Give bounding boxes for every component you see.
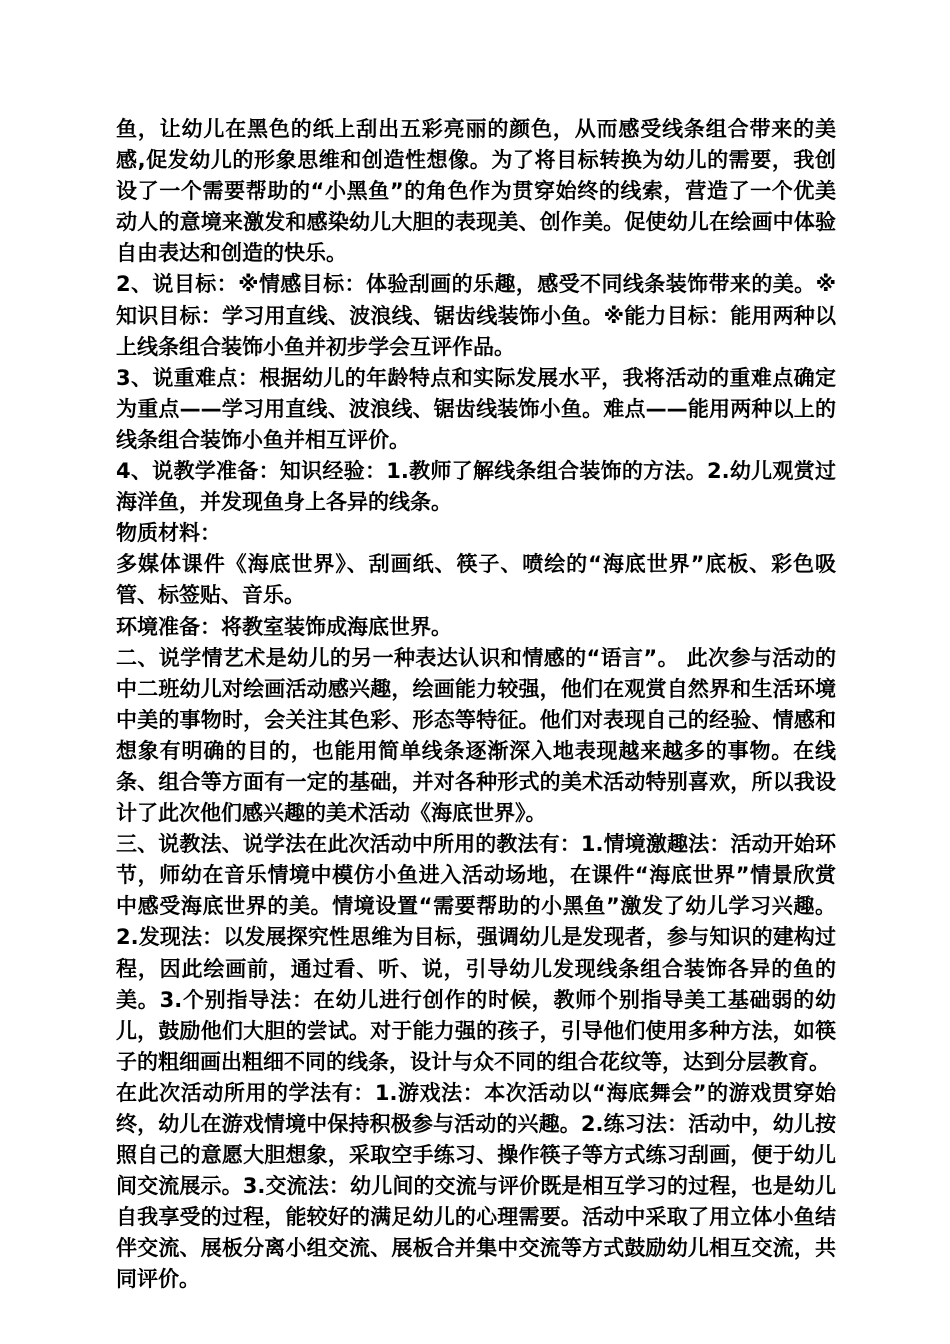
document-body: [116, 114, 836, 1296]
paragraph-materials-heading: 物质材料：: [116, 521, 221, 546]
paragraph-key-points: 3、说重难点：根据幼儿的年龄特点和实际发展水平，我将活动的重难点确定为重点——学习用直线、波浪线、锯齿线装饰小鱼。难点——能用两种以上的线条组合装饰小鱼并相互评价。: [116, 365, 836, 452]
paragraph-materials-list: 多媒体课件《海底世界》、刮画纸、筷子、喷绘的“海底世界”底板、彩色吸管、标签贴、音乐。: [116, 552, 836, 608]
paragraph-teaching-methods: 三、说教法、说学法在此次活动中所用的教法有：1.情境激趣法：活动开始环节，师幼在音乐情境中模仿小鱼进入活动场地，在课件“海底世界”情景欣赏中感受海底世界的美。情境设置“需要帮助的小黑鱼”激发了幼儿学习兴趣。2.发现法：以发展探究性思维为目标，强调幼儿是发现者，参与知识的建构过程，因此绘画前，通过看、听、说，引导幼儿发现线条组合装饰各异的鱼的美。3.个别指导法：在幼儿进行创作的时候，教师个别指导美工基础弱的幼儿，鼓励他们大胆的尝试。对于能力强的孩子，引导他们使用多种方法，如筷子的粗细画出粗细不同的线条，设计与众不同的组合花纹等，达到分层教育。: [116, 832, 836, 1074]
paragraph-learner-analysis: 二、说学情艺术是幼儿的另一种表达认识和情感的“语言”。 此次参与活动的中二班幼儿对绘画活动感兴趣，绘画能力较强，他们在观赏自然界和生活环境中美的事物时，会关注其色彩、形态等特征。他们对表现自己的经验、情感和想象有明确的目的，也能用简单线条逐渐深入地表现越来越多的事物。在线条、组合等方面有一定的基础，并对各种形式的美术活动特别喜欢，所以我设计了此次他们感兴趣的美术活动《海底世界》。: [116, 645, 836, 826]
paragraph-objectives: 2、说目标：※情感目标：体验刮画的乐趣，感受不同线条装饰带来的美。※知识目标：学习用直线、波浪线、锯齿线装饰小鱼。※能力目标：能用两种以上线条组合装饰小鱼并初步学会互评作品。: [116, 272, 836, 359]
paragraph-intro-continuation: 鱼，让幼儿在黑色的纸上刮出五彩亮丽的颜色，从而感受线条组合带来的美感,促发幼儿的形象思维和创造性想像。为了将目标转换为幼儿的需要，我创设了一个需要帮助的“小黑鱼”的角色作为贯穿始终的线索，营造了一个优美动人的意境来激发和感染幼儿大胆的表现美、创作美。促使幼儿在绘画中体验自由表达和创造的快乐。: [116, 117, 836, 266]
paragraph-teaching-preparation: 4、说教学准备：知识经验：1.教师了解线条组合装饰的方法。2.幼儿观赏过海洋鱼，并发现鱼身上各异的线条。: [116, 459, 836, 515]
paragraph-learning-methods: 在此次活动所用的学法有：1.游戏法：本次活动以“海底舞会”的游戏贯穿始终，幼儿在游戏情境中保持积极参与活动的兴趣。2.练习法：活动中，幼儿按照自己的意愿大胆想象，采取空手练习、操作筷子等方式练习刮画，便于幼儿间交流展示。3.交流法：幼儿间的交流与评价既是相互学习的过程，也是幼儿自我享受的过程，能较好的满足幼儿的心理需要。活动中采取了用立体小鱼结伴交流、展板分离小组交流、展板合并集中交流等方式鼓励幼儿相互交流，共同评价。: [116, 1080, 836, 1292]
paragraph-environment: 环境准备：将教室装饰成海底世界。: [116, 614, 452, 639]
